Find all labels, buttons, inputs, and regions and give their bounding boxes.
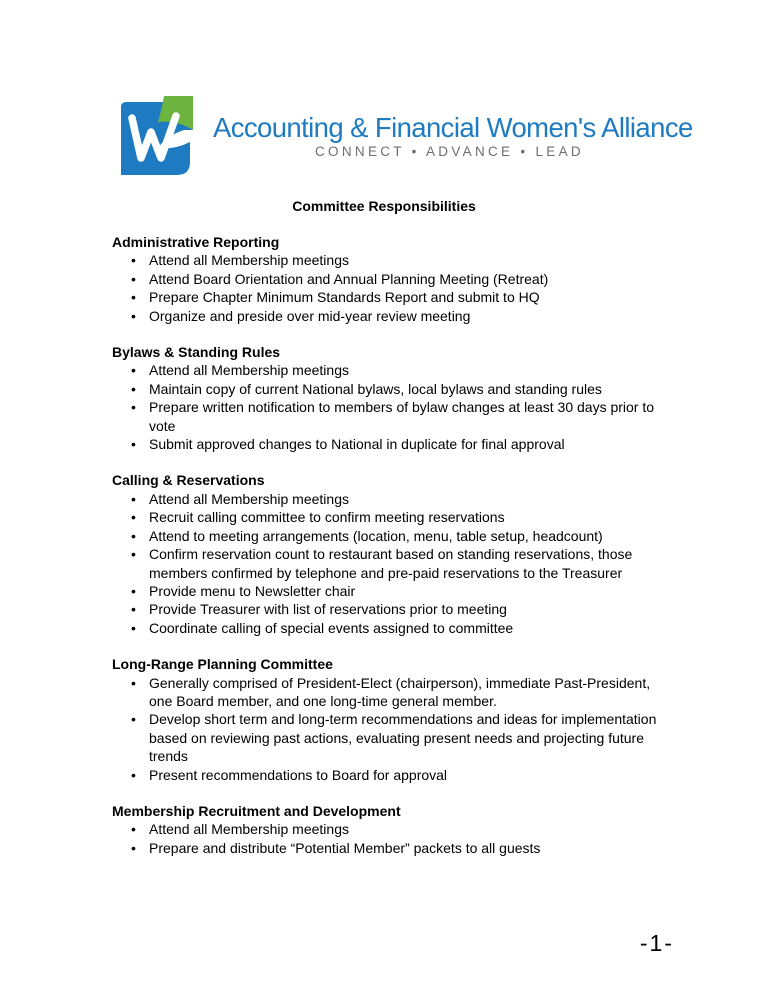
bullet-icon: • [131,711,136,728]
list-item [112,600,672,618]
bullet-icon: • [131,436,136,453]
bullet-icon: • [131,362,136,379]
logo-name: Accounting & Financial Women's Alliance [213,112,693,143]
list-item-text: Attend all Membership meetings [149,821,349,838]
list-item-text: Provide Treasurer with list of reservations prior to meeting [149,601,507,618]
list-item [112,490,672,508]
list-item-text: Coordinate calling of special events assigned to committee [149,619,514,636]
list-item [112,270,672,288]
bullet-icon: • [131,509,136,526]
section [112,233,672,325]
list-item [112,820,672,838]
bullet-icon: • [131,766,136,783]
document-title: Committee Responsibilities [292,198,476,214]
sections-container [112,233,672,875]
list-item-text: Attend all Membership meetings [149,362,349,379]
bullet-icon: • [131,252,136,269]
list-item [112,674,672,711]
list-item-text: Prepare and distribute “Potential Member” packets to all guests [149,839,541,856]
bullet-icon: • [131,546,136,563]
list-item [112,251,672,269]
list-item-text: Organize and preside over mid-year review meeting [149,307,471,324]
section [112,343,672,453]
list-item [112,839,672,857]
bullet-list [112,361,672,453]
bullet-icon: • [131,821,136,838]
list-item-text: Present recommendations to Board for approval [149,766,448,783]
section-title: Calling & Reservations [112,472,265,489]
list-item-text: Maintain copy of current National bylaws, local bylaws and standing rules [149,380,602,397]
bullet-list [112,251,672,325]
list-item [112,307,672,325]
bullet-icon: • [131,619,136,636]
section [112,802,672,857]
bullet-list [112,490,672,637]
bullet-icon: • [131,582,136,599]
bullet-list [112,674,672,784]
bullet-list [112,820,672,857]
logo [118,96,693,176]
list-item-text: Attend all Membership meetings [149,252,349,269]
section-title: Membership Recruitment and Development [112,802,401,819]
section [112,471,672,637]
list-item [112,361,672,379]
list-item-text: Prepare written notification to members of bylaw changes at least 30 days prior to vote [149,399,655,434]
list-item-text: Prepare Chapter Minimum Standards Report and submit to HQ [149,289,540,306]
list-item [112,288,672,306]
list-item [112,545,672,582]
section-title: Long-Range Planning Committee [112,656,333,673]
list-item [112,582,672,600]
bullet-icon: • [131,674,136,691]
bullet-icon: • [131,527,136,544]
list-item-text: Attend Board Orientation and Annual Planning Meeting (Retreat) [149,270,549,287]
list-item [112,508,672,526]
list-item-text: Provide menu to Newsletter chair [149,582,356,599]
list-item-text: Confirm reservation count to restaurant based on standing reservations, those members confirmed by telephone and pre-paid reservations to the Treasurer [149,546,633,581]
bullet-icon: • [131,380,136,397]
list-item-text: Submit approved changes to National in duplicate for final approval [149,436,565,453]
list-item-text: Generally comprised of President-Elect (chairperson), immediate Past-President, one Board member, and one long-time general member. [149,674,651,709]
section-title: Bylaws & Standing Rules [112,344,281,361]
section [112,655,672,784]
list-item [112,619,672,637]
list-item [112,527,672,545]
list-item [112,766,672,784]
list-item-text: Recruit calling committee to confirm meeting reservations [149,509,505,526]
list-item [112,710,672,765]
list-item [112,380,672,398]
bullet-icon: • [131,399,136,416]
section-title: Administrative Reporting [112,234,280,250]
list-item-text: Attend all Membership meetings [149,490,349,507]
bullet-icon: • [131,270,136,287]
list-item-text: Develop short term and long-term recommendations and ideas for implementation based on reviewing past actions, evaluating present needs and projecting future trends [149,711,657,765]
bullet-icon: • [131,490,136,507]
bullet-icon: • [131,601,136,618]
page-number: -1- [639,930,674,956]
bullet-icon: • [131,839,136,856]
bullet-icon: • [131,307,136,324]
logo-w-icon [118,96,193,175]
list-item [112,435,672,453]
list-item [112,398,672,435]
bullet-icon: • [131,289,136,306]
list-item-text: Attend to meeting arrangements (location, menu, table setup, headcount) [149,527,603,544]
logo-tagline: CONNECT • ADVANCE • LEAD [315,144,584,159]
